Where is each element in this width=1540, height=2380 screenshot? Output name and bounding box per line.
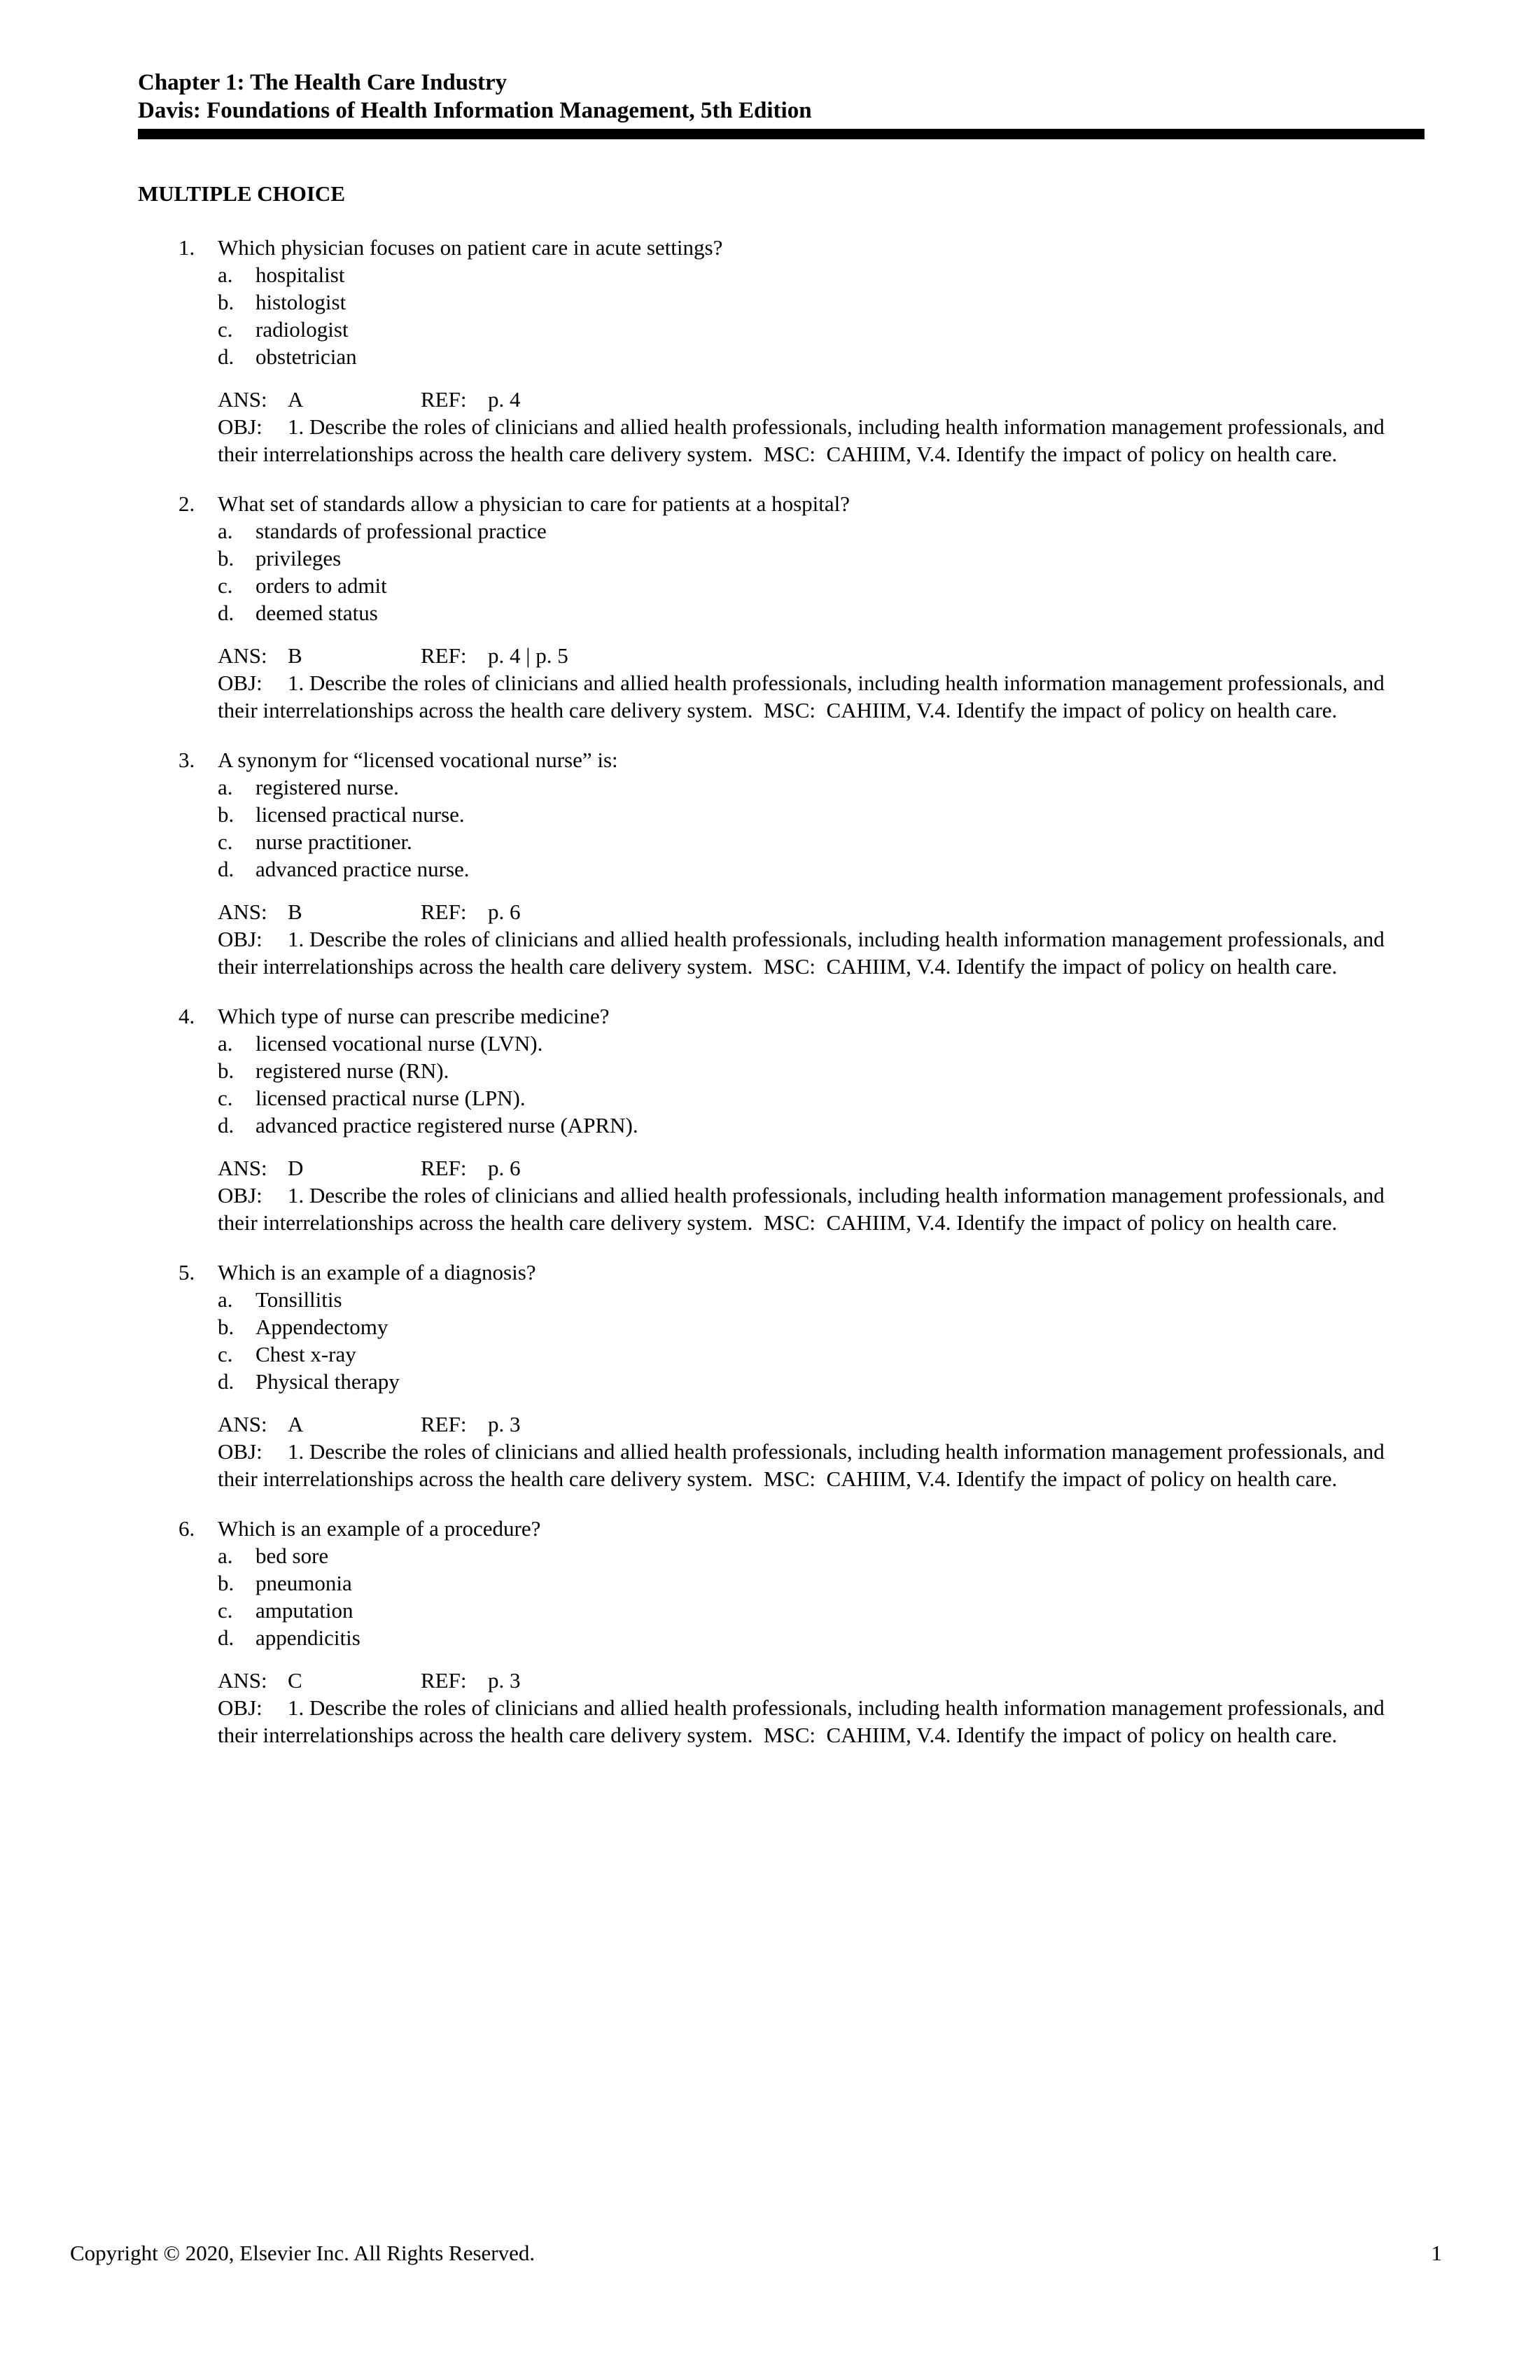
option-text: hospitalist (255, 262, 345, 287)
answer-option (218, 1112, 1426, 1139)
question-item (138, 490, 1426, 724)
option-letter: d. (218, 344, 234, 369)
question-number: 5. (178, 1260, 195, 1284)
option-letter: b. (218, 1058, 234, 1083)
obj-label: OBJ: (218, 414, 262, 439)
answer-meta (218, 898, 1426, 980)
answer-option (218, 517, 1426, 545)
answer-option (218, 1542, 1426, 1569)
question-text: Which type of nurse can prescribe medicine? (218, 1004, 610, 1028)
option-text: pneumonia (255, 1571, 352, 1595)
answer-option (218, 1030, 1426, 1057)
answer-option (218, 1340, 1426, 1368)
ref-label: REF: (421, 387, 467, 412)
objective-text: 1. Describe the roles of clinicians and allied health professionals, including health information management professionals, and their interrelationships across the health care delivery system. (218, 671, 1385, 722)
option-letter: c. (218, 1598, 233, 1623)
answer-option (218, 316, 1426, 343)
option-text: advanced practice registered nurse (APRN). (255, 1113, 638, 1138)
ref-label: REF: (421, 1412, 467, 1436)
ans-label: ANS: (218, 899, 267, 924)
option-letter: c. (218, 1342, 233, 1366)
answer-meta (218, 1154, 1426, 1236)
option-letter: a. (218, 775, 233, 799)
msc-label: MSC: (763, 442, 816, 466)
ans-label: ANS: (218, 1156, 267, 1180)
answer-key: B (288, 643, 302, 668)
option-text: advanced practice nurse. (255, 857, 470, 881)
ref-label: REF: (421, 1156, 467, 1180)
ans-label: ANS: (218, 387, 267, 412)
question-number: 4. (178, 1004, 195, 1028)
question-item (138, 1002, 1426, 1236)
option-text: registered nurse. (255, 775, 399, 799)
answer-option (218, 545, 1426, 572)
option-text: licensed practical nurse. (255, 802, 465, 827)
answer-key: B (288, 899, 302, 924)
option-letter: c. (218, 317, 233, 342)
msc-text: CAHIIM, V.4. Identify the impact of policy on health care. (826, 442, 1338, 466)
question-item (138, 1259, 1426, 1492)
option-text: Appendectomy (255, 1315, 388, 1339)
option-text: amputation (255, 1598, 354, 1623)
ans-label: ANS: (218, 1412, 267, 1436)
msc-label: MSC: (763, 1466, 816, 1491)
option-letter: a. (218, 1031, 233, 1056)
option-letter: a. (218, 519, 233, 543)
question-item (138, 234, 1426, 468)
page-footer (70, 2240, 1442, 2267)
option-letter: b. (218, 290, 234, 314)
answer-meta (218, 1667, 1426, 1749)
obj-label: OBJ: (218, 671, 262, 695)
option-text: Tonsillitis (255, 1287, 342, 1312)
objective-text: 1. Describe the roles of clinicians and allied health professionals, including health information management professionals, and their interrelationships across the health care delivery system. (218, 1439, 1385, 1491)
option-letter: b. (218, 546, 234, 570)
option-letter: d. (218, 1625, 234, 1650)
answer-option (218, 828, 1426, 855)
answer-key: C (288, 1668, 302, 1693)
answer-option (218, 1368, 1426, 1395)
option-text: standards of professional practice (255, 519, 547, 543)
option-text: registered nurse (RN). (255, 1058, 449, 1083)
option-letter: a. (218, 1287, 233, 1312)
question-number: 1. (178, 235, 195, 260)
objective-text: 1. Describe the roles of clinicians and allied health professionals, including health information management professionals, and their interrelationships across the health care delivery system. (218, 927, 1385, 979)
option-text: licensed practical nurse (LPN). (255, 1086, 526, 1110)
option-letter: d. (218, 857, 234, 881)
option-text: appendicitis (255, 1625, 360, 1650)
answer-meta (218, 642, 1426, 724)
ans-label: ANS: (218, 1668, 267, 1693)
page-number: 1 (1431, 2241, 1442, 2265)
option-letter: a. (218, 1544, 233, 1568)
obj-label: OBJ: (218, 1439, 262, 1464)
ans-label: ANS: (218, 643, 267, 668)
question-item (138, 1515, 1426, 1749)
answer-option (218, 1624, 1426, 1651)
option-text: histologist (255, 290, 346, 314)
msc-label: MSC: (763, 698, 816, 722)
question-number: 2. (178, 491, 195, 516)
page-reference: p. 4 (488, 387, 521, 412)
question-text: Which is an example of a procedure? (218, 1516, 541, 1541)
objective-text: 1. Describe the roles of clinicians and allied health professionals, including health information management professionals, and their interrelationships across the health care delivery system. (218, 1183, 1385, 1235)
answer-meta (218, 1410, 1426, 1492)
section-title: MULTIPLE CHOICE (138, 181, 345, 206)
answer-option (218, 261, 1426, 288)
obj-label: OBJ: (218, 927, 262, 951)
answer-key: A (288, 387, 304, 412)
option-text: Physical therapy (255, 1369, 400, 1394)
msc-text: CAHIIM, V.4. Identify the impact of policy on health care. (826, 1210, 1338, 1235)
answer-key: D (288, 1156, 304, 1180)
page-reference: p. 6 (488, 1156, 521, 1180)
answer-option (218, 1084, 1426, 1112)
obj-label: OBJ: (218, 1183, 262, 1208)
question-number: 3. (178, 748, 195, 772)
answer-option (218, 1597, 1426, 1624)
msc-label: MSC: (763, 1723, 816, 1747)
header-rule (138, 129, 1424, 139)
option-letter: d. (218, 601, 234, 625)
answer-key: A (288, 1412, 304, 1436)
answer-option (218, 774, 1426, 801)
obj-label: OBJ: (218, 1695, 262, 1720)
option-letter: b. (218, 802, 234, 827)
msc-text: CAHIIM, V.4. Identify the impact of policy on health care. (826, 698, 1338, 722)
option-text: deemed status (255, 601, 378, 625)
answer-option (218, 1313, 1426, 1340)
option-letter: a. (218, 262, 233, 287)
question-text: What set of standards allow a physician to care for patients at a hospital? (218, 491, 850, 516)
question-item (138, 746, 1426, 980)
objective-text: 1. Describe the roles of clinicians and allied health professionals, including health information management professionals, and their interrelationships across the health care delivery system. (218, 414, 1385, 466)
objective-text: 1. Describe the roles of clinicians and allied health professionals, including health information management professionals, and their interrelationships across the health care delivery system. (218, 1695, 1385, 1747)
option-text: Chest x-ray (255, 1342, 356, 1366)
page-header (138, 69, 1424, 139)
option-text: obstetrician (255, 344, 357, 369)
answer-option (218, 1057, 1426, 1084)
option-text: radiologist (255, 317, 349, 342)
msc-text: CAHIIM, V.4. Identify the impact of policy on health care. (826, 954, 1338, 979)
answer-option (218, 343, 1426, 370)
option-text: orders to admit (255, 573, 387, 598)
answer-option (218, 1286, 1426, 1313)
option-letter: c. (218, 1086, 233, 1110)
ref-label: REF: (421, 1668, 467, 1693)
answer-option (218, 572, 1426, 599)
answer-meta (218, 386, 1426, 468)
answer-option (218, 599, 1426, 626)
answer-option (218, 801, 1426, 828)
option-text: privileges (255, 546, 342, 570)
option-letter: c. (218, 573, 233, 598)
answer-option (218, 288, 1426, 316)
page-reference: p. 4 | p. 5 (488, 643, 568, 668)
option-letter: d. (218, 1113, 234, 1138)
chapter-title: Chapter 1: The Health Care Industry (138, 70, 507, 95)
question-list (138, 234, 1426, 1771)
ref-label: REF: (421, 899, 467, 924)
question-text: Which physician focuses on patient care in acute settings? (218, 235, 723, 260)
msc-label: MSC: (763, 1210, 816, 1235)
option-text: bed sore (255, 1544, 329, 1568)
option-text: nurse practitioner. (255, 830, 412, 854)
option-text: licensed vocational nurse (LVN). (255, 1031, 543, 1056)
copyright-notice: Copyright © 2020, Elsevier Inc. All Rights Reserved. (70, 2241, 536, 2265)
answer-option (218, 855, 1426, 883)
question-text: A synonym for “licensed vocational nurse” is: (218, 748, 618, 772)
msc-text: CAHIIM, V.4. Identify the impact of policy on health care. (826, 1466, 1338, 1491)
option-letter: d. (218, 1369, 234, 1394)
answer-option (218, 1569, 1426, 1597)
option-letter: c. (218, 830, 233, 854)
question-number: 6. (178, 1516, 195, 1541)
msc-label: MSC: (763, 954, 816, 979)
option-letter: b. (218, 1571, 234, 1595)
option-letter: b. (218, 1315, 234, 1339)
ref-label: REF: (421, 643, 467, 668)
question-text: Which is an example of a diagnosis? (218, 1260, 536, 1284)
msc-text: CAHIIM, V.4. Identify the impact of policy on health care. (826, 1723, 1338, 1747)
page-reference: p. 3 (488, 1412, 521, 1436)
page-reference: p. 6 (488, 899, 521, 924)
page-reference: p. 3 (488, 1668, 521, 1693)
book-title: Davis: Foundations of Health Information Management, 5th Edition (138, 98, 812, 123)
